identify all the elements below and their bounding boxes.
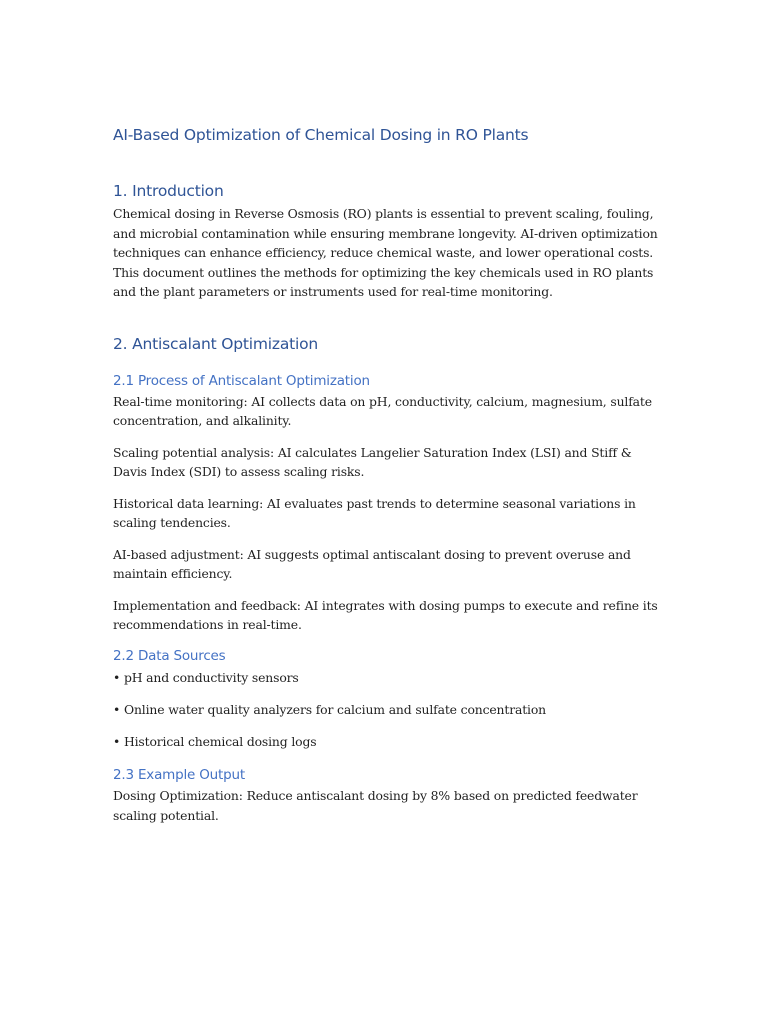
section-heading-antiscalant: 2. Antiscalant Optimization xyxy=(113,334,319,353)
document-title: AI-Based Optimization of Chemical Dosing in RO Plants xyxy=(113,126,529,144)
process-paragraph-historical-learning: Historical data learning: AI evaluates past trends to determine seasonal variations in scaling tendencies. xyxy=(113,495,636,530)
process-paragraph-adjustment: AI-based adjustment: AI suggests optimal antiscalant dosing to prevent overuse and maintain efficiency. xyxy=(113,546,631,581)
subsection-heading-example-output: 2.3 Example Output xyxy=(113,767,245,783)
introduction-paragraph: Chemical dosing in Reverse Osmosis (RO) plants is essential to prevent scaling, fouling, and microbial contamination while ensuring membrane longevity. AI-driven optimization techniques can enhance efficiency, reduce chemical waste, and lower operational costs. This document outlines the methods for optimizing the key chemicals used in RO plants and the plant parameters or instruments used for real-time monitoring. xyxy=(113,206,658,299)
list-item: • Online water quality analyzers for calcium and sulfate concentration xyxy=(113,701,547,717)
document-content xyxy=(113,124,658,825)
subsection-heading-process: 2.1 Process of Antiscalant Optimization xyxy=(113,372,370,389)
example-output-paragraph: Dosing Optimization: Reduce antiscalant dosing by 8% based on predicted feedwater scaling potential. xyxy=(113,788,638,823)
process-paragraph-monitoring: Real-time monitoring: AI collects data on pH, conductivity, calcium, magnesium, sulfate concentration, and alkalinity. xyxy=(113,393,652,428)
process-paragraph-implementation: Implementation and feedback: AI integrates with dosing pumps to execute and refine its recommendations in real-time. xyxy=(113,597,658,632)
section-heading-introduction: 1. Introduction xyxy=(113,182,224,200)
data-sources-list xyxy=(113,668,658,752)
list-item: • Historical chemical dosing logs xyxy=(113,733,317,749)
list-item: • pH and conductivity sensors xyxy=(113,669,299,685)
subsection-heading-data-sources: 2.2 Data Sources xyxy=(113,647,226,664)
process-paragraph-scaling-analysis: Scaling potential analysis: AI calculates Langelier Saturation Index (LSI) and Stiff & Davis Index (SDI) to assess scaling risks. xyxy=(113,444,632,479)
